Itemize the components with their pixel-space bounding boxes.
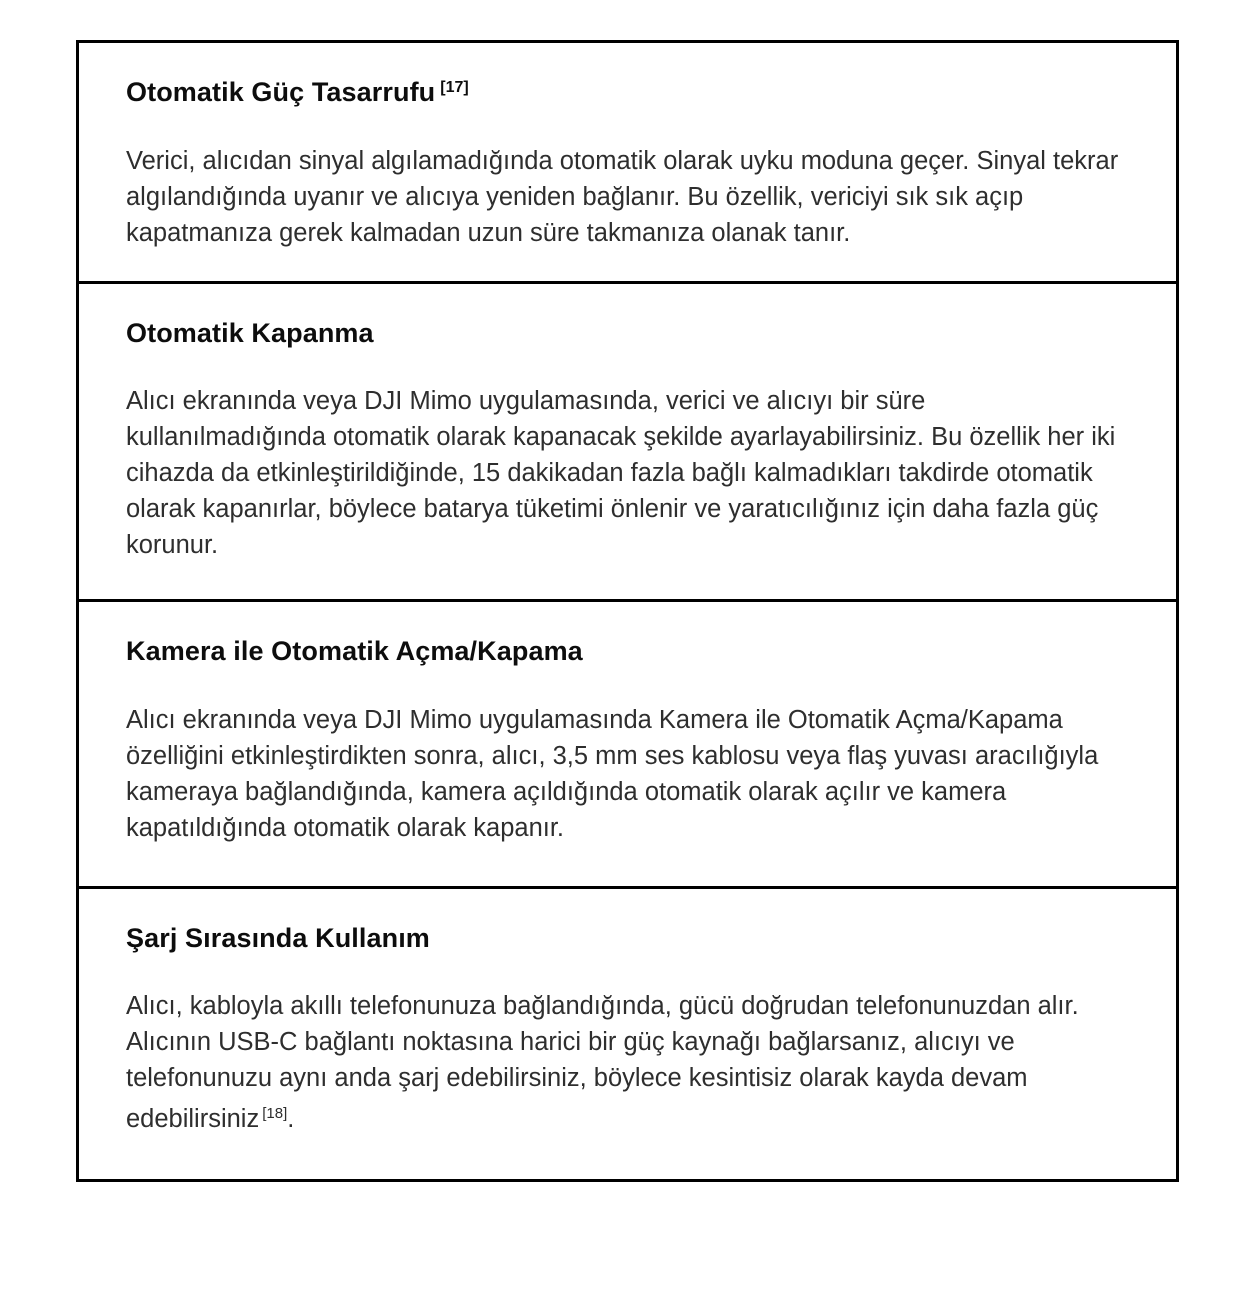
section-heading-text: Şarj Sırasında Kullanım (126, 922, 430, 953)
section-body-text: Verici, alıcıdan sinyal algılamadığında otomatik olarak uyku moduna geçer. Sinyal tekrar algılandığında uyanır ve alıcıya yeniden bağlanır. Bu özellik, vericiyi sık sık açıp kapatmanıza gerek kalmadan uzun süre takmanıza olanak tanır. (126, 146, 1119, 247)
section-body-suffix: . (287, 1105, 295, 1134)
section-heading-text: Kamera ile Otomatik Açma/Kapama (126, 636, 583, 667)
footnote-marker[interactable]: [17] (440, 79, 469, 96)
feature-section-auto-power-off (79, 284, 1176, 603)
section-body (126, 988, 1126, 1137)
feature-section-auto-power-saving (79, 43, 1176, 284)
feature-table (76, 40, 1179, 1182)
footnote-marker[interactable]: [18] (262, 1105, 288, 1123)
section-heading (126, 921, 1129, 956)
section-body (126, 143, 1126, 251)
section-body-text: Alıcı ekranında veya DJI Mimo uygulamasında, verici ve alıcıyı bir süre kullanılmadığında otomatik olarak kapanacak şekilde ayarlayabilirsiniz. Bu özellik her iki cihazda da etkinleştirildiğinde, 15 dakikadan fazla bağlı kalmadıkları takdirde otomatik olarak kapanırlar, böylece batarya tüketimi önlenir ve yaratıcılığınız için daha fazla güç korunur. (126, 387, 1116, 560)
section-heading (126, 75, 1129, 110)
section-heading (126, 316, 1129, 351)
section-heading-text: Otomatik Kapanma (126, 317, 374, 348)
feature-section-camera-auto-on-off (79, 602, 1176, 889)
section-body (126, 383, 1126, 563)
section-body (126, 702, 1126, 846)
section-heading (126, 634, 1129, 669)
section-heading-text: Otomatik Güç Tasarrufu (126, 77, 436, 107)
feature-section-use-while-charging (79, 889, 1176, 1180)
section-body-text: Alıcı ekranında veya DJI Mimo uygulamasında Kamera ile Otomatik Açma/Kapama özelliğini etkinleştirdikten sonra, alıcı, 3,5 mm ses kablosu veya flaş yuvası aracılığıyla kameraya bağlandığında, kamera açıldığında otomatik olarak açılır ve kamera kapatıldığında otomatik olarak kapanır. (126, 705, 1099, 842)
section-body-text: Alıcı, kabloyla akıllı telefonunuza bağlandığında, gücü doğrudan telefonunuzdan alır. Alıcının USB-C bağlantı noktasına harici bir güç kaynağı bağlarsanız, alıcıyı ve telefonunuzu aynı anda şarj edebilirsiniz, böylece kesintisiz olarak kayda devam edebilirsiniz (126, 992, 1079, 1134)
